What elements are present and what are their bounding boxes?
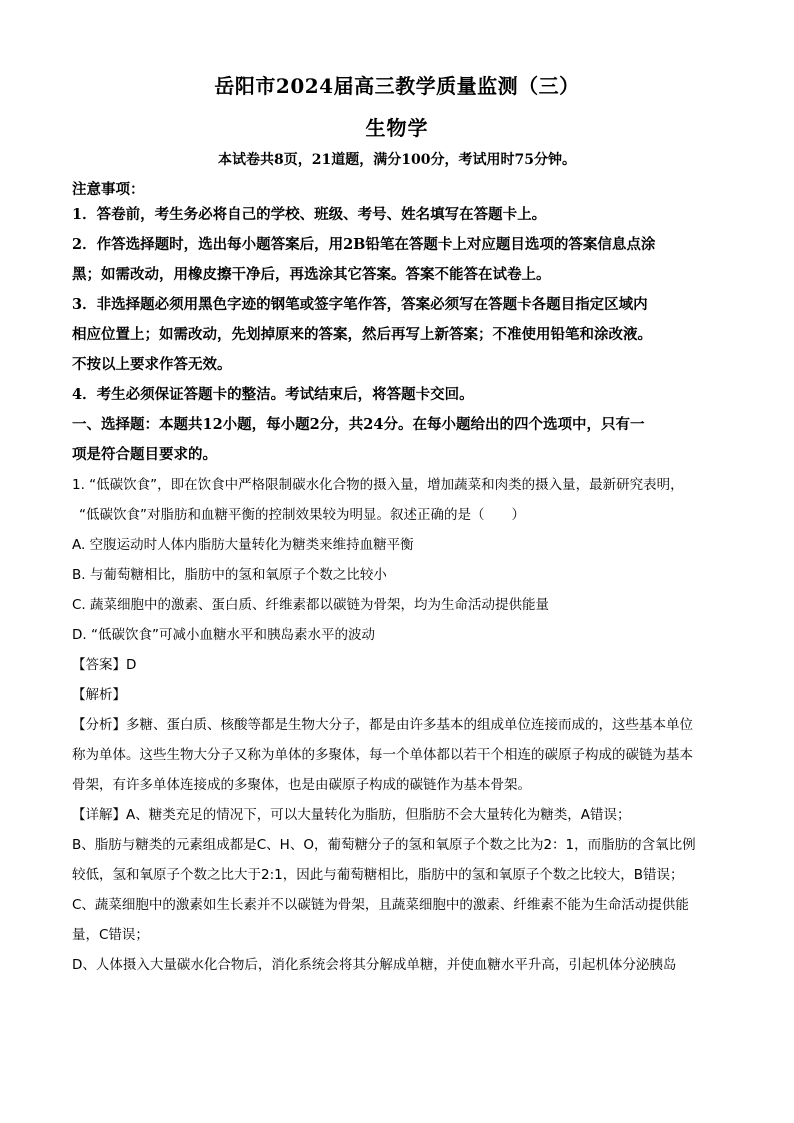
notice-item: 4．考生必须保证答题卡的整洁。考试结束后，将答题卡交回。 (72, 386, 474, 403)
analysis-line: 骨架，有许多单体连接成的多聚体，也是由碳原子构成的碳链作为基本骨架。 (72, 777, 531, 793)
question-stem-cont: “低碳饮食”对脂肪和血糖平衡的控制效果较为明显。叙述正确的是（ ） (79, 507, 525, 523)
notice-list (72, 200, 722, 410)
section-heading-cont: 项是符合题目要求的。 (72, 446, 217, 463)
notice-item: 3．非选择题必须用黑色字迹的钢笔或签字笔作答，答案必须写在答题卡各题目指定区域内 (72, 296, 648, 313)
analysis-line: 【详解】A、糖类充足的情况下，可以大量转化为脂肪，但脂肪不会大量转化为糖类，A错误； (72, 807, 631, 823)
section-heading: 一、选择题：本题共12小题，每小题2分，共24分。在每小题给出的四个选项中，只有一 (72, 416, 645, 433)
option-d: D. “低碳饮食”可减小血糖水平和胰岛素水平的波动 (72, 627, 375, 643)
exam-title: 岳阳市2024届高三教学质量监测（三） (214, 74, 580, 98)
question-stem: 1. “低碳饮食”，即在饮食中严格限制碳水化合物的摄入量，增加蔬菜和肉类的摄入量，最新研究表明， (72, 477, 684, 493)
analysis-line: B、脂肪与糖类的元素组成都是C、H、O，葡萄糖分子的氢和氧原子个数之比为2：1，而脂肪的含氧比例 (72, 837, 696, 853)
analysis-heading: 【解析】 (72, 687, 126, 703)
analysis-line: C、蔬菜细胞中的激素如生长素并不以碳链为骨架，且蔬菜细胞中的激素、纤维素不能为生命活动提供能 (72, 897, 689, 913)
notice-heading: 注意事项： (72, 181, 145, 198)
notice-item: 不按以上要求作答无效。 (72, 356, 232, 373)
option-b: B. 与葡萄糖相比，脂肪中的氢和氧原子个数之比较小 (72, 567, 387, 583)
notice-item: 相应位置上；如需改动，先划掉原来的答案，然后再写上新答案；不准使用铅笔和涂改液。 (72, 326, 652, 343)
option-a: A. 空腹运动时人体内脂肪大量转化为糖类来维持血糖平衡 (72, 537, 414, 553)
notice-item: 2．作答选择题时，选出每小题答案后，用2B铅笔在答题卡上对应题目选项的答案信息点涂 (72, 236, 656, 253)
exam-meta: 本试卷共8页，21道题，满分100分，考试用时75分钟。 (218, 152, 576, 168)
notice-item: 1．答卷前，考生务必将自己的学校、班级、考号、姓名填写在答题卡上。 (72, 206, 547, 223)
question-1 (72, 470, 722, 980)
analysis-line: 称为单体。这些生物大分子又称为单体的多聚体，每一个单体都以若干个相连的碳原子构成的碳链为基本 (72, 747, 693, 763)
analysis-line: 较低，氢和氧原子个数之比大于2:1，因此与葡萄糖相比，脂肪中的氢和氧原子个数之比较大，B错误； (72, 867, 684, 883)
analysis-line: 量，C错误； (72, 927, 149, 943)
answer-label: 【答案】D (72, 657, 137, 673)
subject-title: 生物学 (365, 116, 429, 140)
analysis-line: 【分析】多糖、蛋白质、核酸等都是生物大分子，都是由许多基本的组成单位连接而成的，这些基本单位 (72, 717, 693, 733)
analysis-line: D、人体摄入大量碳水化合物后，消化系统会将其分解成单糖，并使血糖水平升高，引起机体分泌胰岛 (72, 957, 677, 973)
notice-item: 黑；如需改动，用橡皮擦干净后，再选涂其它答案。答案不能答在试卷上。 (72, 266, 551, 283)
option-c: C. 蔬菜细胞中的激素、蛋白质、纤维素都以碳链为骨架，均为生命活动提供能量 (72, 597, 550, 613)
